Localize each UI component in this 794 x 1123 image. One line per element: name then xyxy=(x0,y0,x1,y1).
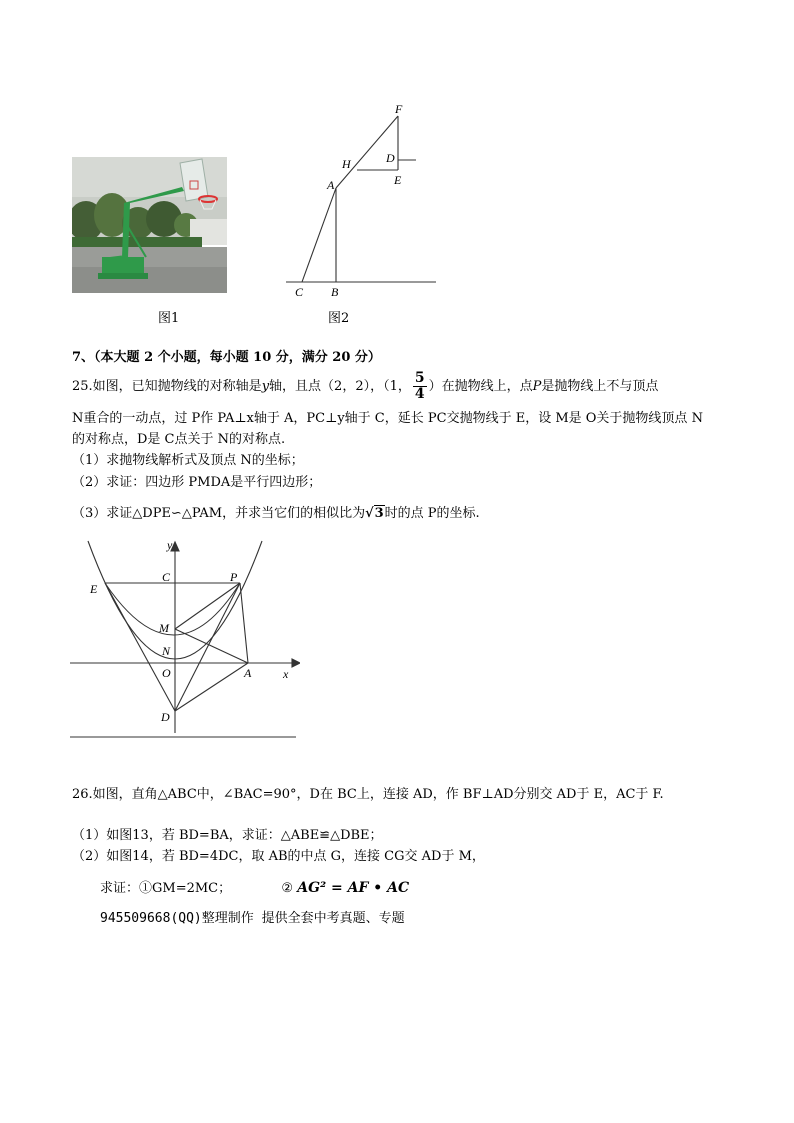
label-H: H xyxy=(342,157,351,171)
q25-figure-parabola xyxy=(70,537,300,742)
fig25-label-C: C xyxy=(162,570,171,584)
q25-text-c: ）在抛物线上，点 xyxy=(428,379,533,394)
q26-part1: （1）如图13，若 BD=BA，求证：△ABE≌△DBE； xyxy=(72,828,383,843)
q26-prove xyxy=(100,880,409,897)
fig25-label-A: A xyxy=(244,666,252,680)
sqrt-radicand: 3 xyxy=(374,506,384,521)
label-F: F xyxy=(395,102,403,116)
fig25-label-E: E xyxy=(90,582,98,596)
label-E: E xyxy=(394,173,402,187)
fig25-label-M: M xyxy=(159,621,169,635)
figure1-caption: 图1 xyxy=(158,311,180,326)
basketball-stand-icon xyxy=(72,157,227,293)
q25-line2: N重合的一动点，过 P作 PA⊥x轴于 A，PC⊥y轴于 C，延长 PC交抛物线于 E，设 M是 O关于抛物线顶点 N xyxy=(72,411,703,426)
label-C: C xyxy=(295,285,304,299)
q25-part2: （2）求证：四边形 PMDA是平行四边形； xyxy=(72,475,322,490)
q25-part3-text-a: （3）求证△DPE∽△PAM，并求当它们的相似比为 xyxy=(72,506,366,521)
q26-prove-formula: AG² = AF • AC xyxy=(297,880,410,896)
q26-prove-b-prefix: ② xyxy=(281,881,294,896)
fig25-label-O: O xyxy=(162,666,171,680)
section-heading: 7、（本大题 2 个小题，每小题 10 分，满分 20 分） xyxy=(72,350,381,365)
fraction-5-4 xyxy=(413,371,427,402)
fraction-denominator: 4 xyxy=(414,386,425,402)
q25-text-a: 25.如图，已知抛物线的对称轴是 xyxy=(72,379,262,394)
q25-text-d: 是抛物线上不与顶点 xyxy=(541,379,659,394)
q26-part2: （2）如图14，若 BD=4DC，取 AB的中点 G，连接 CG交 AD于 M， xyxy=(72,849,485,864)
q25-part3-text-b: 时的点 P的坐标. xyxy=(384,506,480,521)
q25-part1: （1）求抛物线解析式及顶点 N的坐标； xyxy=(72,453,304,468)
q25-part3 xyxy=(72,505,480,522)
q25-var-y: y xyxy=(261,379,270,394)
fraction-numerator: 5 xyxy=(414,370,425,386)
q26-line1: 26.如图，直角△ABC中，∠BAC=90°，D在 BC上，连接 AD，作 BF⊥AD分别交 AD于 E，AC于 F. xyxy=(72,787,664,802)
figure2-diagram xyxy=(280,96,450,306)
fig25-label-x: x xyxy=(283,667,289,681)
q26-prove-a: 求证：①GM=2MC； xyxy=(100,881,232,896)
sqrt-3: √3 xyxy=(365,506,384,521)
figure2-caption: 图2 xyxy=(328,311,350,326)
fig25-label-N: N xyxy=(162,644,171,658)
label-B: B xyxy=(331,285,339,299)
fig25-label-y: y xyxy=(167,538,173,552)
q25-var-P: P xyxy=(532,379,542,394)
q25-line3: 的对称点，D是 C点关于 N的对称点. xyxy=(72,432,286,447)
label-D: D xyxy=(386,151,395,165)
q25-text-b: 轴，且点（2，2），（1， xyxy=(269,379,411,394)
basketball-hoop-photo xyxy=(72,157,227,293)
q25-line1 xyxy=(72,371,658,402)
fig25-label-P: P xyxy=(230,570,238,584)
fig25-label-D: D xyxy=(161,710,170,724)
label-A: A xyxy=(327,178,335,192)
page-footer-note: 945509668(QQ)整理制作 提供全套中考真题、专题 xyxy=(100,911,405,926)
